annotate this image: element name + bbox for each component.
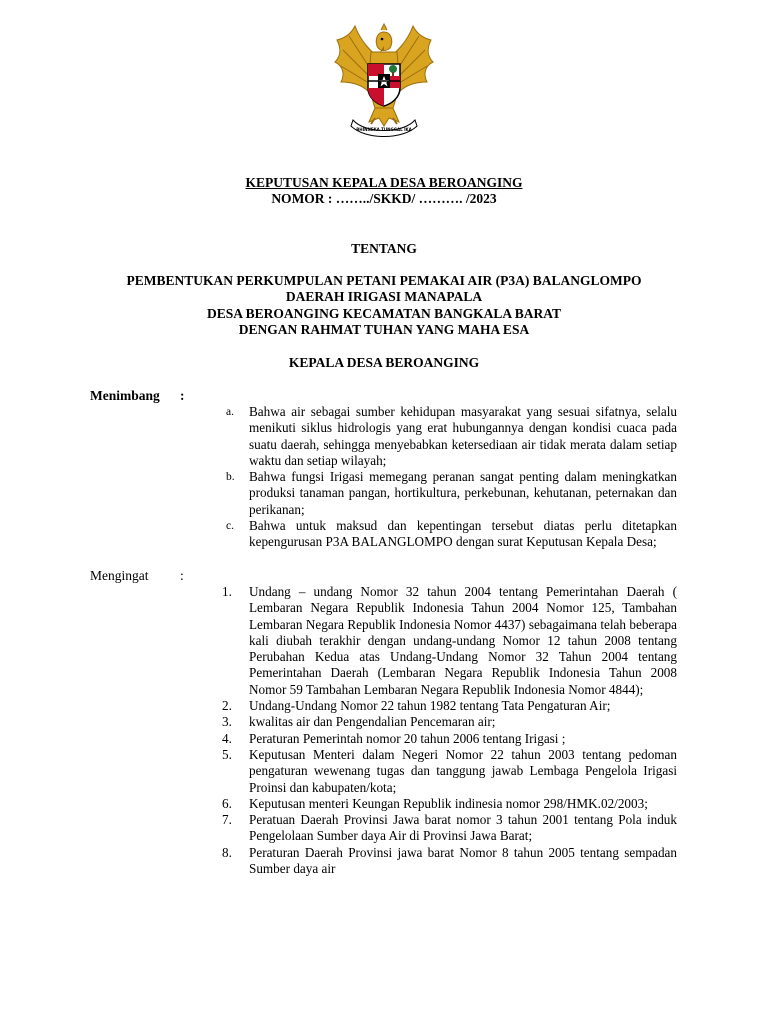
list-item	[222, 845, 677, 878]
emblem-motto: BHINNEKA TUNGGAL IKA	[356, 127, 412, 132]
list-item-text: Undang – undang Nomor 32 tahun 2004 tentang Pemerintahan Daerah ( Lembaran Negara Republik Indonesia Tahun 2004 Nomor 125, Tambahan Lembaran Negara Republik Indonesia Nomor 4437) sebagaimana telah beberapa kali diubah terakhir dengan undang-undang Nomor 12 tahun 2008 tentang Perubahan Kedua atas Undang-Undang Nomor 32 Tahun 2004 tentang Pemerintahan Daerah (Lembaran Negara Republik Indonesia Tahun 2008 Nomor 59 Tambahan Lembaran Negara Republik Indonesia Nomor 4844);	[249, 584, 677, 697]
subject-line-4: DENGAN RAHMAT TUHAN YANG MAHA ESA	[238, 322, 530, 337]
list-item	[222, 747, 677, 796]
subject-line-1: PEMBENTUKAN PERKUMPULAN PETANI PEMAKAI AIR (P3A) BALANGLOMPO	[126, 273, 642, 288]
menimbang-list	[222, 404, 677, 551]
list-item	[222, 698, 677, 714]
list-item	[222, 796, 677, 812]
authority-heading: KEPALA DESA BEROANGING	[288, 355, 480, 370]
subject-label: TENTANG	[351, 241, 417, 256]
list-item	[222, 812, 677, 845]
list-item-text: Keputusan menteri Keungan Republik indinesia nomor 298/HMK.02/2003;	[249, 795, 648, 811]
list-item-text: Undang-Undang Nomor 22 tahun 1982 tentang Tata Pengaturan Air;	[249, 698, 611, 714]
list-item	[222, 714, 677, 730]
list-item-text: Peraturan Daerah Provinsi jawa barat Nomor 8 tahun 2005 tentang sempadan Sumber daya air	[249, 844, 677, 877]
decree-number: NOMOR : ……../SKKD/ ………. /2023	[271, 191, 497, 206]
mengingat-label: Mengingat	[90, 568, 149, 583]
list-marker: 6.	[222, 795, 232, 811]
list-marker: 4.	[222, 730, 232, 746]
list-item-text: Bahwa untuk maksud dan kepentingan tersebut diatas perlu ditetapkan kepengurusan P3A BALANGLOMPO dengan surat Keputusan Kepala Desa;	[249, 518, 677, 550]
list-item-text: Bahwa fungsi Irigasi memegang peranan sangat penting dalam meningkatkan produksi tanaman pangan, hortikultura, perkebunan, kehutanan, peternakan dan perikanan;	[249, 469, 677, 517]
list-item	[222, 469, 677, 518]
mengingat-list	[222, 584, 677, 877]
list-item-text: Peratuan Daerah Provinsi Jawa barat nomor 3 tahun 2001 tentang Pola induk Pengelolaan Sumber daya Air di Provinsi Jawa Barat;	[249, 812, 677, 844]
list-marker: 5.	[222, 746, 232, 762]
list-marker: 1.	[222, 584, 232, 599]
list-item-text: Peraturan Pemerintah nomor 20 tahun 2006 tentang Irigasi ;	[249, 730, 566, 746]
menimbang-label: Menimbang	[90, 388, 160, 403]
list-item	[222, 518, 677, 551]
garuda-emblem-graphic	[331, 22, 437, 138]
list-marker: b.	[226, 471, 235, 484]
list-marker: c.	[226, 520, 234, 533]
list-item	[222, 731, 677, 747]
subject-line-3: DESA BEROANGING KECAMATAN BANGKALA BARAT	[206, 306, 562, 321]
list-marker: 2.	[222, 698, 232, 714]
list-item-text: Bahwa air sebagai sumber kehidupan masyarakat yang sesuai sifatnya, selalu menikuti siklus hidrologis yang erat hubungannya dengan kondisi cuaca pada suatu daerah, sehingga menyebabkan ketersediaan air tidak merata dalam setiap waktu dan setiap wilayah;	[249, 404, 677, 468]
list-item	[222, 584, 677, 698]
list-marker: 7.	[222, 812, 232, 828]
garuda-pancasila-emblem	[331, 22, 437, 138]
list-item-text: kwalitas air dan Pengendalian Pencemaran air;	[249, 714, 496, 730]
list-item	[222, 404, 677, 469]
list-marker: 8.	[222, 844, 232, 860]
decree-title: KEPUTUSAN KEPALA DESA BEROANGING	[245, 175, 523, 190]
subject-line-2: DAERAH IRIGASI MANAPALA	[285, 289, 483, 304]
list-item-text: Keputusan Menteri dalam Negeri Nomor 22 tahun 2003 tentang pedoman pengaturan wewenang tugas dan tanggung jawab Lembaga Pengelola Irigasi Proinsi dan kabupaten/kota;	[249, 746, 677, 795]
menimbang-colon: :	[180, 388, 185, 403]
list-marker: a.	[226, 406, 234, 418]
mengingat-colon: :	[180, 568, 184, 583]
list-marker: 3.	[222, 714, 232, 730]
